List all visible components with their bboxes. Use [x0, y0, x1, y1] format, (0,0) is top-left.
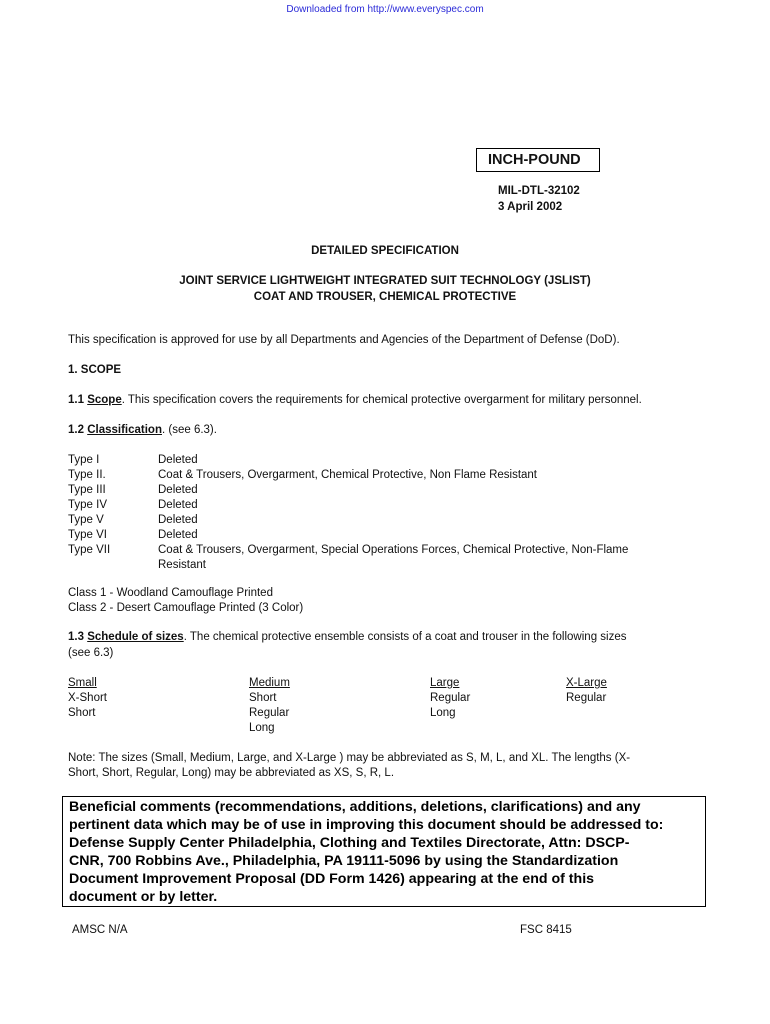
- type-label: Type II.: [68, 469, 106, 481]
- section-1-1: [68, 394, 642, 406]
- fsc-label: FSC 8415: [520, 924, 572, 936]
- section-1-1-number: 1.1: [68, 394, 84, 406]
- spec-title-line-2: COAT AND TROUSER, CHEMICAL PROTECTIVE: [253, 291, 517, 303]
- size-length: Regular: [249, 707, 290, 719]
- section-1-2-number: 1.2: [68, 424, 84, 436]
- amsc-label: AMSC N/A: [72, 924, 128, 936]
- comment-line: Defense Supply Center Philadelphia, Clothing and Textiles Directorate, Attn: DSCP-: [69, 835, 630, 851]
- type-description: Resistant: [158, 559, 206, 571]
- size-header-x-large: X-Large: [566, 677, 607, 689]
- section-1-2: [68, 424, 217, 436]
- type-description: Deleted: [158, 529, 198, 541]
- section-1-3: [68, 631, 626, 643]
- size-length: Regular: [430, 692, 471, 704]
- size-length: Regular: [566, 692, 607, 704]
- comment-line: Beneficial comments (recommendations, additions, deletions, clarifications) and any: [69, 799, 641, 815]
- comment-line: Document Improvement Proposal (DD Form 1426) appearing at the end of this: [69, 871, 595, 887]
- document-number: MIL-DTL-32102: [498, 185, 580, 197]
- section-1-3-text-continued: (see 6.3): [68, 647, 114, 659]
- type-description: Coat & Trousers, Overgarment, Chemical Protective, Non Flame Resistant: [158, 469, 538, 481]
- spec-type-heading: DETAILED SPECIFICATION: [311, 245, 459, 257]
- type-description: Deleted: [158, 484, 198, 496]
- size-length: Short: [68, 707, 96, 719]
- approval-statement: This specification is approved for use by all Departments and Agencies of the Department of Defense (DoD).: [68, 334, 620, 346]
- type-description: Deleted: [158, 514, 198, 526]
- section-1-3-number: 1.3: [68, 631, 84, 643]
- section-1-3-text: . The chemical protective ensemble consists of a coat and trouser in the following sizes: [183, 631, 627, 643]
- section-1-heading: 1. SCOPE: [68, 364, 122, 376]
- size-note-line-2: Short, Short, Regular, Long) may be abbreviated as XS, S, R, L.: [68, 767, 395, 779]
- spec-title-line-1: JOINT SERVICE LIGHTWEIGHT INTEGRATED SUIT TECHNOLOGY (JSLIST): [179, 275, 591, 287]
- type-label: Type V: [68, 514, 104, 526]
- size-length: Short: [249, 692, 277, 704]
- comment-line: CNR, 700 Robbins Ave., Philadelphia, PA 19111-5096 by using the Standardization: [69, 853, 619, 869]
- size-note-line-1: Note: The sizes (Small, Medium, Large, and X-Large ) may be abbreviated as S, M, L, and XL. The lengths (X-: [68, 752, 631, 764]
- class-1: Class 1 - Woodland Camouflage Printed: [68, 587, 273, 599]
- size-length: X-Short: [68, 692, 107, 704]
- size-length: Long: [430, 707, 456, 719]
- size-length: Long: [249, 722, 275, 734]
- beneficial-comments-box: [62, 796, 706, 907]
- section-1-3-title: Schedule of sizes: [87, 631, 184, 643]
- download-source-link[interactable]: Downloaded from http://www.everyspec.com: [286, 4, 484, 15]
- section-1-1-title: Scope: [87, 394, 122, 406]
- comment-line: document or by letter.: [69, 889, 218, 905]
- class-2: Class 2 - Desert Camouflage Printed (3 Color): [68, 602, 304, 614]
- type-description: Deleted: [158, 454, 198, 466]
- type-label: Type I: [68, 454, 100, 466]
- inch-pound-label: INCH-POUND: [476, 148, 600, 172]
- size-header-small: Small: [68, 677, 97, 689]
- section-1-2-text: . (see 6.3).: [161, 424, 217, 436]
- type-label: Type IV: [68, 499, 107, 511]
- section-1-1-text: . This specification covers the requirements for chemical protective overgarment for military personnel.: [121, 394, 642, 406]
- size-header-large: Large: [430, 677, 460, 689]
- size-header-medium: Medium: [249, 677, 290, 689]
- type-description: Coat & Trousers, Overgarment, Special Operations Forces, Chemical Protective, Non-Flame: [158, 544, 629, 556]
- section-1-2-title: Classification: [87, 424, 162, 436]
- type-label: Type VI: [68, 529, 107, 541]
- document-date: 3 April 2002: [498, 201, 563, 213]
- type-description: Deleted: [158, 499, 198, 511]
- type-label: Type III: [68, 484, 106, 496]
- comment-line: pertinent data which may be of use in improving this document should be addressed to:: [69, 817, 664, 833]
- type-label: Type VII: [68, 544, 111, 556]
